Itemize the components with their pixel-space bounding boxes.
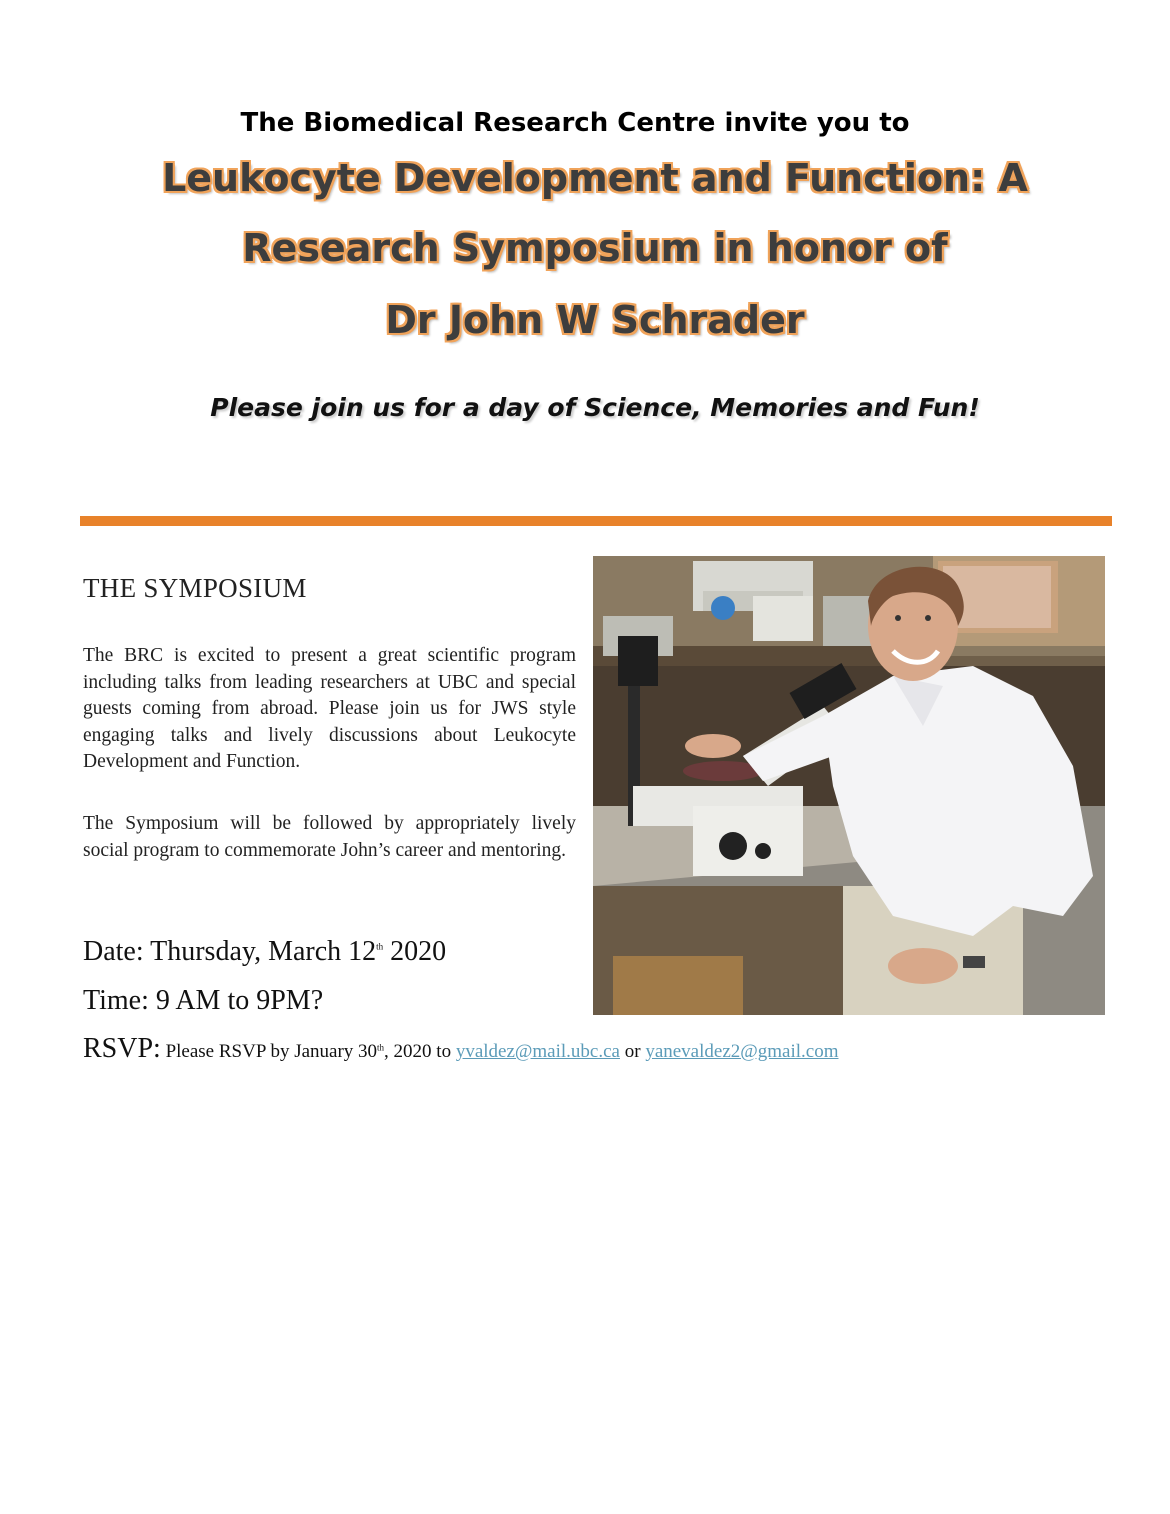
intro-line [0,108,1170,138]
date-year: 2020 [383,936,447,967]
rsvp-text-prefix: Please RSVP by January 30 [160,1041,378,1062]
date-ordinal: th [376,941,384,952]
portrait-photo [593,556,1105,1015]
event-title-line-1: Leukocyte Development and Function: A [162,156,1028,200]
tagline: Please join us for a day of Science, Memories and Fun! [210,393,980,422]
description-paragraph-2: The Symposium will be followed by appropriately lively social program to commemorate John’s career and mentoring. [83,813,576,861]
rsvp-ordinal: th [377,1042,385,1053]
lab-portrait-illustration [593,556,1105,1015]
date-prefix: Date: Thursday, March 12 [83,936,377,967]
rsvp-or: or [619,1041,646,1062]
orange-divider [80,516,1112,526]
event-date [83,936,446,968]
event-title-line-2: Research Symposium in honor of [242,226,948,270]
intro-text: The Biomedical Research Centre invite you to [240,108,910,138]
event-title-line-3: Dr John W Schrader [385,298,805,342]
rsvp-label: RSVP: [83,1033,161,1064]
email-link-ubc[interactable]: yvaldez@mail.ubc.ca [455,1041,620,1062]
section-heading: THE SYMPOSIUM [83,573,307,603]
email-link-gmail[interactable]: yanevaldez2@gmail.com [645,1041,839,1062]
event-time: Time: 9 AM to 9PM? [83,985,324,1016]
rsvp-text-suffix: , 2020 to [384,1041,456,1062]
description-paragraph-1: The BRC is excited to present a great scientific program including talks from leading researchers at UBC and special guests coming from abroad. Please join us for JWS style engaging talks and lively discussions about Leukocyte Development and Function. [83,645,576,772]
rsvp-line [83,1033,839,1065]
